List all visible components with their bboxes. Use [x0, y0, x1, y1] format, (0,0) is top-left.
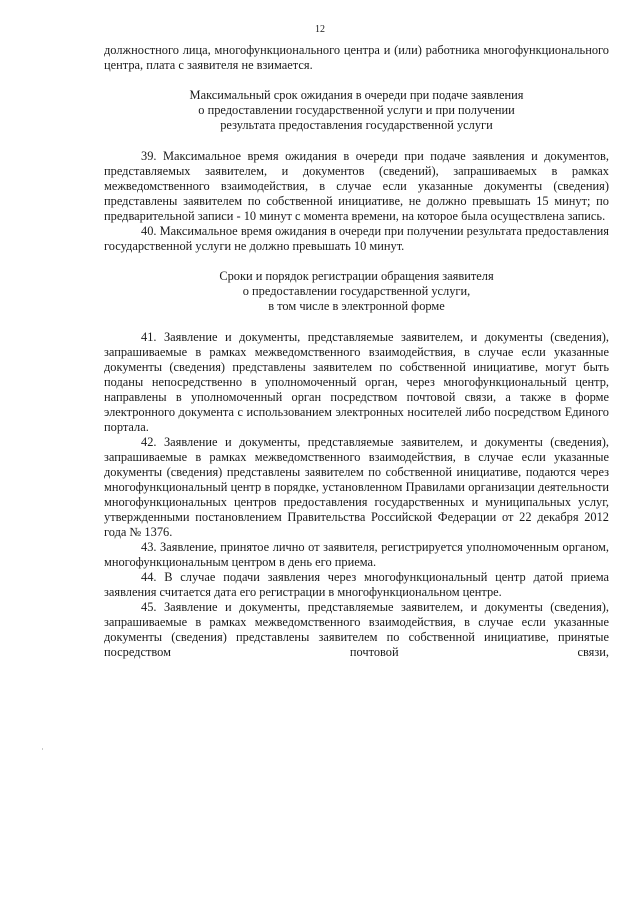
- heading-line: Сроки и порядок регистрации обращения заявителя: [219, 269, 494, 283]
- paragraph-44: 44. В случае подачи заявления через многофункциональный центр датой приема заявления считается дата его регистрации в многофункциональном центре.: [104, 570, 609, 599]
- paragraph-41: 41. Заявление и документы, представляемые заявителем, и документы (сведения), запрашиваемые в рамках межведомственного взаимодействия, в случае если указанные документы (сведения) представлены заявителем по собственной инициативе, могут быть поданы непосредственно в уполномоченный орган, через многофункциональный центр, направлены в уполномоченный орган посредством почтовой связи, а также в форме электронного документа с использованием электронных носителей либо посредством Единого портала.: [104, 330, 609, 434]
- heading-line: результата предоставления государственной услуги: [220, 118, 493, 132]
- paragraph-42: 42. Заявление и документы, представляемые заявителем, и документы (сведения), запрашиваемые в рамках межведомственного взаимодействия, в случае если указанные документы (сведения) представлены заявителем по собственной инициативе, подаются через многофункциональный центр в порядке, установленном Правилами организации деятельности многофункциональных центров предоставления государственных и муниципальных услуг, утвержденными постановлением Правительства Российской Федерации от 22 декабря 2012 года № 1376.: [104, 435, 609, 539]
- heading-line: о предоставлении государственной услуги,: [242, 284, 471, 298]
- scan-speck: [42, 748, 43, 750]
- heading-line: Максимальный срок ожидания в очереди при подаче заявления: [189, 88, 524, 102]
- document-body: [104, 43, 609, 660]
- paragraph-45: 45. Заявление и документы, представляемые заявителем, и документы (сведения), запрашиваемые в рамках межведомственного взаимодействия, в случае если указанные документы (сведения) представлены заявителем по собственной инициативе, принятые посредством почтовой связи,: [104, 600, 609, 659]
- heading-line: о предоставлении государственной услуги и при получении: [198, 103, 515, 117]
- page-number: 12: [315, 24, 325, 35]
- section-heading-queue-time: [104, 88, 609, 133]
- paragraph-40: 40. Максимальное время ожидания в очереди при получении результата предоставления государственной услуги не должно превышать 10 минут.: [104, 224, 609, 253]
- heading-line: в том числе в электронной форме: [268, 299, 445, 313]
- intro-paragraph: должностного лица, многофункционального центра и (или) работника многофункционального центра, плата с заявителя не взимается.: [104, 43, 609, 72]
- paragraph-43: 43. Заявление, принятое лично от заявителя, регистрируется уполномоченным органом, многофункциональным центром в день его приема.: [104, 540, 609, 569]
- paragraph-39: 39. Максимальное время ожидания в очереди при подаче заявления и документов, представляемых заявителем, и документов (сведений), запрашиваемых в рамках межведомственного взаимодействия, в случае если указанные документы (сведения) представлены заявителем по собственной инициативе, не должно превышать 15 минут; по предварительной записи - 10 минут с момента времени, на которое была осуществлена запись.: [104, 149, 609, 223]
- section-heading-registration: [104, 269, 609, 314]
